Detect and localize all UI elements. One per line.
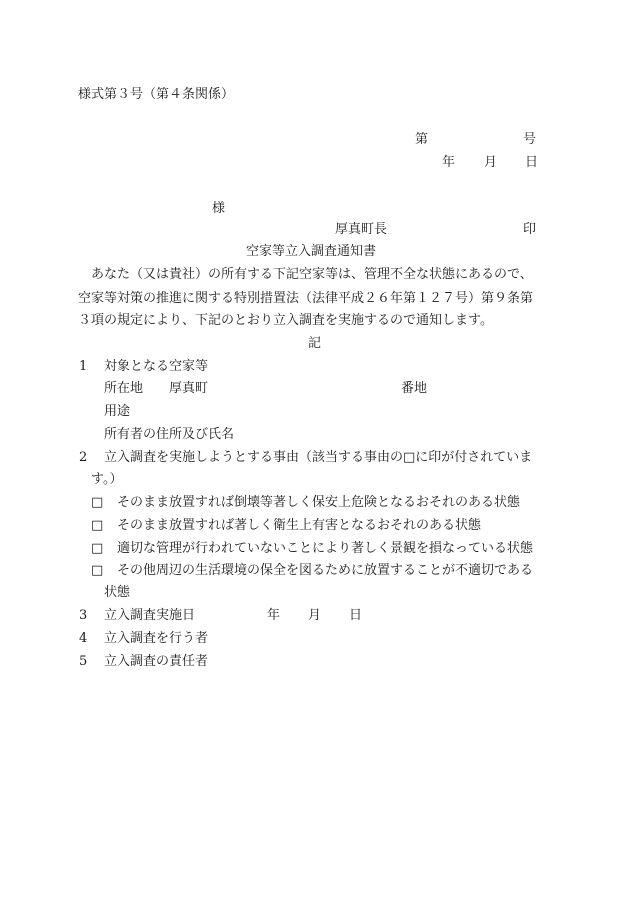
number-suffix: 号 [523,132,537,147]
item-2-number: 2 [79,450,88,465]
form-label: 様式第３号（第４条関係） [78,87,235,102]
item-2-label-line-1: 立入調査を実施しようとする事由（該当する事由の□に印が付されていま [104,450,533,465]
option-4-text-line-1: その他周辺の生活環境の保全を図るために放置することが不適切である [117,563,534,578]
item-4-label: 立入調査を行う者 [104,631,209,646]
checkbox-3[interactable]: □ [91,541,104,556]
addressee-suffix: 様 [212,201,226,216]
item-5-label: 立入調査の責任者 [104,654,209,669]
item-5-number: 5 [79,654,88,669]
item-3-day: 日 [349,608,363,623]
item-1-label: 対象となる空家等 [104,359,209,374]
owner-label: 所有者の住所及び氏名 [104,427,235,442]
item-3-month: 月 [308,608,322,623]
item-3-year: 年 [267,608,281,623]
date-year: 年 [442,155,456,170]
date-month: 月 [484,155,498,170]
option-4-text-line-2: 状態 [104,585,131,600]
option-2-text: そのまま放置すれば著しく衛生上有害となるおそれのある状態 [117,518,482,533]
item-1-number: 1 [79,359,88,374]
use-label: 用途 [104,404,131,419]
item-2-label-line-2: す。） [91,472,123,487]
checkbox-1[interactable]: □ [91,495,104,510]
document-title: 空家等立入調査通知書 [246,244,377,259]
checkbox-2[interactable]: □ [91,518,104,533]
item-4-number: 4 [79,631,88,646]
intro-line-3: ３項の規定により、下記のとおり立入調査を実施するので通知します。 [78,313,493,328]
issuer-name: 厚真町長 [335,222,388,237]
checkbox-4[interactable]: □ [91,563,104,578]
location-label: 所在地 [104,381,144,396]
item-3-label: 立入調査実施日 [104,608,196,623]
date-day: 日 [525,155,539,170]
ki-heading: 記 [308,336,322,351]
intro-line-1: あなた（又は貴社）の所有する下記空家等は、管理不全な状態にあるので、 [91,267,533,282]
location-town: 厚真町 [169,381,209,396]
intro-line-2: 空家等対策の推進に関する特別措置法（法律平成２６年第１２７号）第９条第 [78,291,534,306]
option-1-text: そのまま放置すれば倒壊等著しく保安上危険となるおそれのある状態 [117,495,521,510]
location-suffix: 番地 [401,381,428,396]
number-prefix: 第 [415,132,429,147]
item-3-number: 3 [79,608,88,623]
option-3-text: 適切な管理が行われていないことにより著しく景観を損なっている状態 [117,541,534,556]
seal-mark: 印 [523,222,537,237]
